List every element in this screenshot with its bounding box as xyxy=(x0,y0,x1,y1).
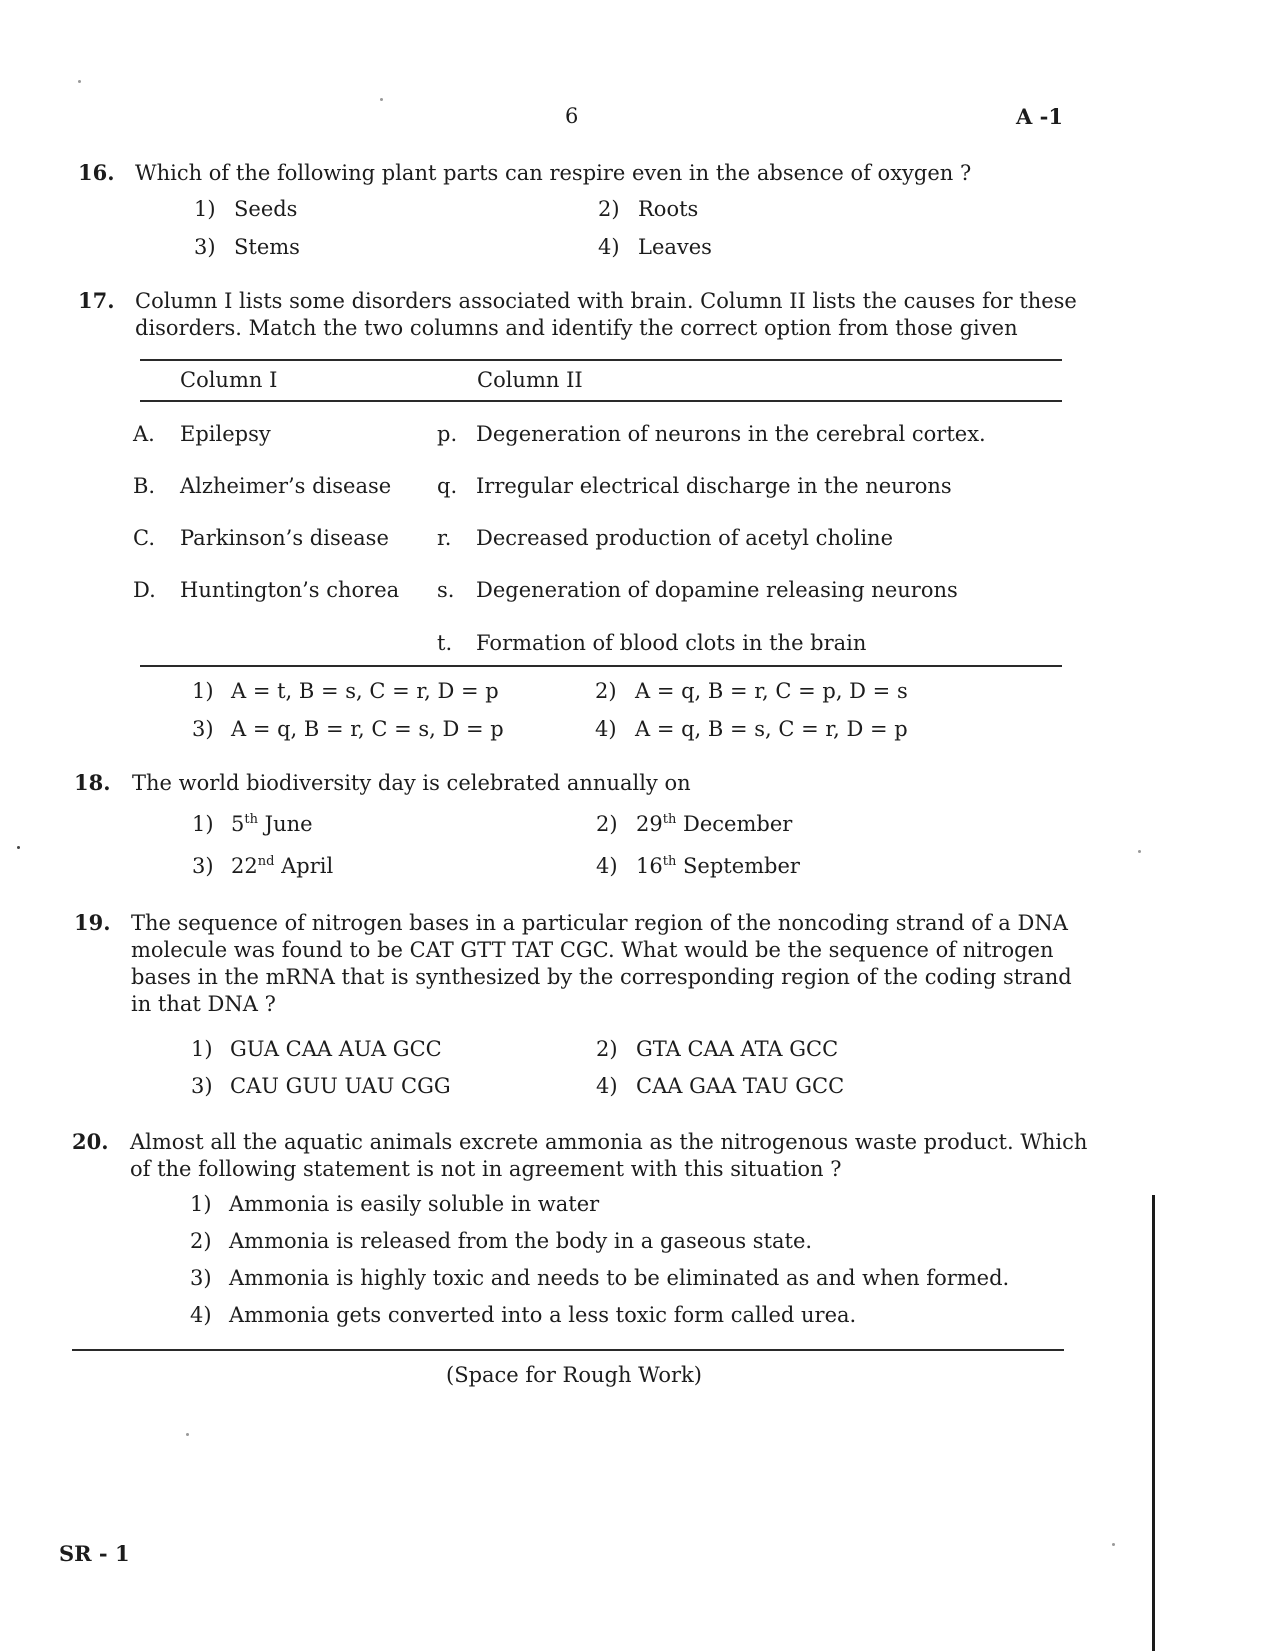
option-text: GUA CAA AUA GCC xyxy=(230,1037,442,1061)
question-number: 18. xyxy=(74,770,111,795)
question-text-line: Column I lists some disorders associated with brain. Column II lists the causes for these xyxy=(135,289,1077,313)
disorder: Epilepsy xyxy=(180,422,271,446)
question-text: The world biodiversity day is celebrated annually on xyxy=(132,771,691,795)
scan-speck xyxy=(1112,1543,1115,1546)
option-number: 3) xyxy=(192,854,214,878)
option-text: A = q, B = r, C = p, D = s xyxy=(635,679,908,703)
question-text-line: in that DNA ? xyxy=(131,992,276,1016)
disorder: Alzheimer’s disease xyxy=(180,474,392,498)
option-text: A = t, B = s, C = r, D = p xyxy=(231,679,499,703)
table-top-rule xyxy=(140,359,1062,361)
cause-key: q. xyxy=(437,474,458,498)
option-number: 1) xyxy=(191,1037,213,1061)
row-letter: B. xyxy=(133,474,156,498)
option-text: 29th December xyxy=(636,812,793,836)
option-text: 22nd April xyxy=(231,854,334,878)
cause: Irregular electrical discharge in the neurons xyxy=(476,474,952,498)
column-header: Column I xyxy=(180,368,278,392)
option-text: CAA GAA TAU GCC xyxy=(636,1074,845,1098)
option-text: 5th June xyxy=(231,812,313,836)
option-number: 3) xyxy=(194,235,216,259)
option-number: 1) xyxy=(194,197,216,221)
question-number: 19. xyxy=(74,910,111,935)
option-text: Stems xyxy=(234,235,300,259)
option-number: 4) xyxy=(190,1303,212,1327)
question-text-line: bases in the mRNA that is synthesized by the corresponding region of the coding strand xyxy=(131,965,1072,989)
question-number: 17. xyxy=(78,288,115,313)
option-text: Ammonia is released from the body in a gaseous state. xyxy=(229,1229,813,1253)
disorder: Parkinson’s disease xyxy=(180,526,389,550)
footer-code: SR - 1 xyxy=(59,1541,130,1566)
scan-speck xyxy=(186,1433,189,1436)
scan-edge-bar xyxy=(1152,1195,1155,1651)
option-number: 3) xyxy=(192,717,214,741)
option-text: Ammonia is easily soluble in water xyxy=(229,1192,600,1216)
page-number: 6 xyxy=(565,104,579,128)
scan-speck xyxy=(17,846,20,849)
cause: Formation of blood clots in the brain xyxy=(476,631,867,655)
question-text-line: of the following statement is not in agreement with this situation ? xyxy=(130,1157,842,1181)
row-letter: D. xyxy=(133,578,156,602)
scan-speck xyxy=(78,80,81,83)
question-text-line: The sequence of nitrogen bases in a particular region of the noncoding strand of a DNA xyxy=(131,911,1068,935)
option-number: 2) xyxy=(596,1037,618,1061)
disorder: Huntington’s chorea xyxy=(180,578,400,602)
scan-speck xyxy=(380,98,383,101)
question-text-line: molecule was found to be CAT GTT TAT CGC. What would be the sequence of nitrogen xyxy=(131,938,1054,962)
cause: Degeneration of dopamine releasing neurons xyxy=(476,578,958,602)
question-text-line: Almost all the aquatic animals excrete ammonia as the nitrogenous waste product. Which xyxy=(130,1130,1088,1154)
option-text: Ammonia is highly toxic and needs to be eliminated as and when formed. xyxy=(229,1266,1010,1290)
option-text: Ammonia gets converted into a less toxic form called urea. xyxy=(229,1303,857,1327)
option-number: 1) xyxy=(192,679,214,703)
option-text: Leaves xyxy=(638,235,712,259)
option-number: 3) xyxy=(190,1266,212,1290)
question-number: 16. xyxy=(78,160,115,185)
option-text: Roots xyxy=(638,197,699,221)
paper-code: A -1 xyxy=(1016,104,1063,129)
column-header: Column II xyxy=(477,368,583,392)
option-text: A = q, B = s, C = r, D = p xyxy=(635,717,908,741)
table-header-rule xyxy=(140,400,1062,402)
option-number: 2) xyxy=(596,812,618,836)
option-text: A = q, B = r, C = s, D = p xyxy=(231,717,504,741)
rough-work-label: (Space for Rough Work) xyxy=(446,1363,702,1387)
option-number: 3) xyxy=(191,1074,213,1098)
option-number: 1) xyxy=(190,1192,212,1216)
option-number: 4) xyxy=(596,1074,618,1098)
question-text: Which of the following plant parts can respire even in the absence of oxygen ? xyxy=(135,161,972,185)
option-text: GTA CAA ATA GCC xyxy=(636,1037,839,1061)
option-text: CAU GUU UAU CGG xyxy=(230,1074,451,1098)
table-bottom-rule xyxy=(140,665,1062,667)
row-letter: A. xyxy=(133,422,155,446)
cause: Degeneration of neurons in the cerebral cortex. xyxy=(476,422,986,446)
question-text-line: disorders. Match the two columns and identify the correct option from those given xyxy=(135,316,1018,340)
cause-key: r. xyxy=(437,526,452,550)
cause-key: s. xyxy=(437,578,455,602)
cause: Decreased production of acetyl choline xyxy=(476,526,893,550)
option-number: 1) xyxy=(192,812,214,836)
cause-key: t. xyxy=(437,631,453,655)
option-number: 2) xyxy=(598,197,620,221)
scan-speck xyxy=(1138,850,1141,853)
cause-key: p. xyxy=(437,422,458,446)
question-number: 20. xyxy=(72,1129,109,1154)
option-text: 16th September xyxy=(636,854,800,878)
option-number: 4) xyxy=(598,235,620,259)
option-number: 4) xyxy=(596,854,618,878)
rough-work-rule xyxy=(72,1349,1064,1351)
row-letter: C. xyxy=(133,526,155,550)
option-number: 2) xyxy=(595,679,617,703)
option-number: 2) xyxy=(190,1229,212,1253)
option-number: 4) xyxy=(595,717,617,741)
option-text: Seeds xyxy=(234,197,298,221)
